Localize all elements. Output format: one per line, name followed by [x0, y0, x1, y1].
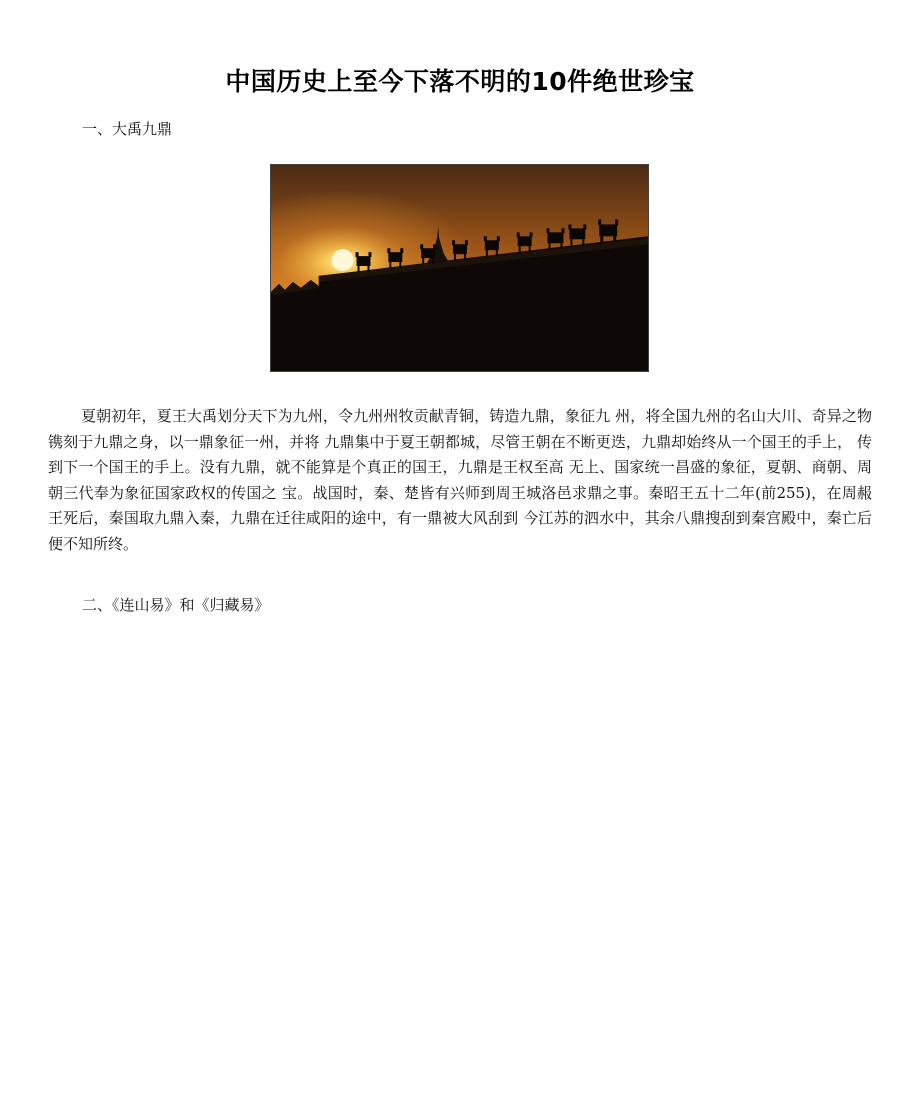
sunset-tripod-photo	[270, 164, 649, 372]
section-heading-1: 一、大禹九鼎	[82, 120, 173, 138]
document-title: 中国历史上至今下落不明的10件绝世珍宝	[225, 67, 695, 96]
sun-icon	[332, 249, 354, 271]
section-paragraph-1: 夏朝初年，夏王大禹划分天下为九州，令九州州牧贡献青铜，铸造九鼎，象征九 州，将全国九州的名山大川、奇异之物镌刻于九鼎之身，以一鼎象征一州，并将 九鼎集中于夏王朝都城，尽管王朝在不断更迭，九鼎却始终从一个国王的手上， 传到下一个国王的手上。没有九鼎，就不能算是个真正的国王，九鼎是王权至高 无上、国家统一昌盛的象征，夏朝、商朝、周朝三代奉为象征国家政权的传国之 宝。战国时，秦、楚皆有兴师到周王城洛邑求鼎之事。秦昭王五十二年(前255)，在周赧王死后，秦国取九鼎入秦，九鼎在迁往咸阳的途中，有一鼎被大风刮到 今江苏的泗水中，其余八鼎搜刮到秦宫殿中，秦亡后便不知所终。	[48, 407, 872, 553]
section-heading-2: 二、《连山易》和《归藏易》	[82, 596, 270, 614]
photo-illustration	[271, 165, 648, 371]
